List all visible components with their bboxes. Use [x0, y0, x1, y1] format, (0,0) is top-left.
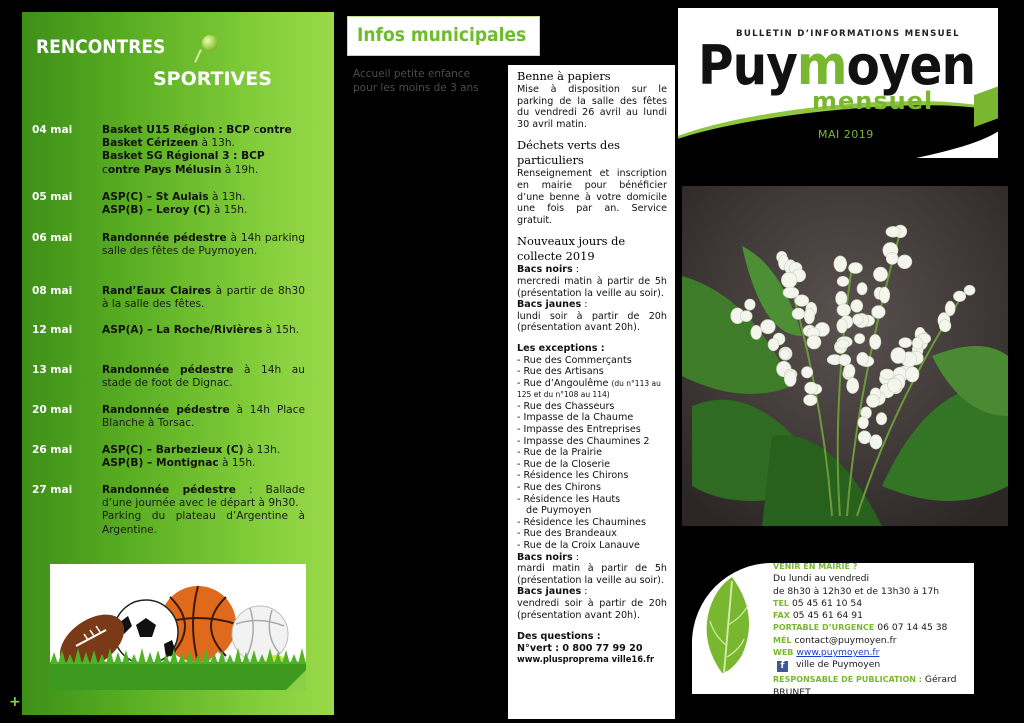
event-text: c [102, 163, 108, 176]
facebook-label[interactable]: ville de Puymoyen [796, 659, 881, 671]
exception-item [517, 494, 667, 506]
accueil-line1: Accueil petite enfance [353, 68, 471, 80]
exception-item [517, 401, 667, 413]
fax-label: FAX [773, 611, 790, 621]
exception-item [517, 528, 667, 540]
bacs-noirs2-text: mardi matin à partir de 5h (présentation la veille au soir). [517, 563, 667, 586]
exception-street: - Rue de la Closerie [517, 458, 611, 470]
flower-bell [804, 308, 814, 324]
exception-street: - Rue d’Angoulême [517, 377, 609, 389]
flower-bell [867, 394, 880, 407]
flower-bell [899, 338, 912, 348]
fax-value: 05 45 61 64 91 [792, 610, 863, 622]
lily-of-the-valley-photo [682, 186, 1008, 526]
event-date: 12 mai [32, 324, 73, 336]
exception-item [517, 482, 667, 494]
event-bold-text: Randonnée pédestre [102, 404, 230, 416]
event-date: 08 mai [32, 285, 73, 297]
event-text: : Ballade d’une journée avec le départ à 9h30. [102, 484, 306, 510]
flower-bell [805, 382, 818, 394]
exception-street: - Rue des Brandeaux [517, 528, 617, 540]
tel-label: TEL [773, 598, 790, 608]
event-bold-text: ASP(B) – Leroy (C) [102, 204, 211, 217]
infos-column: Benne à papiers Mise à disposition sur le parking de la salle des fêtes du vendredi 26 avril au lundi 30 avril matin. Déchets verts des particuliers Renseignement et inscription en mairie pour bénéficier d’une benne à votre domicile une fois par an. Service gratuit. Nouveaux jours de collecte 2019 Bacs noirs : mercredi matin à partir de 5h (présentation la veille au soir). Bacs jaunes : lundi soir à partir de 20h (présentation avant 20h). Les exceptions : - Rue des Commerçants - Rue des Artisans - Rue d’Angoulême (du n°113 au 125 et du n°108 au 114) - Rue des Chasseurs - Impasse de la Chaume - Impasse des Entreprises - Impasse des Chaumines 2 - Rue de la Prairie - Rue de la Closerie - Résidence les Chirons - Rue des Chirons - Résidence les Hauts de Puymoyen - Résidence les Chaumines - Rue des Brandeaux - Rue de la Croix Lanauve Bacs noirs : mardi matin à partir de 5h (présentation la veille au soir). Bacs jaunes : vendredi soir à partir de 20h (présentation avant 20h). Des questions : N°vert : 0 800 77 99 20 www.plusproprema ville16.fr [508, 65, 675, 719]
event-text: à 15h. [262, 324, 300, 336]
event-details [102, 484, 305, 537]
bacs-noirs-label: Bacs noirs [517, 264, 573, 276]
event-line [102, 285, 305, 311]
leaf-logo-icon [702, 575, 760, 675]
event-line [102, 191, 305, 204]
web-label: WEB [773, 648, 794, 658]
mel-label: MÉL [773, 635, 792, 645]
accueil-line2: pour les moins de 3 ans [353, 82, 479, 94]
flower-bell [836, 291, 847, 305]
bacs-jaunes2-text: vendredi soir à partir de 20h (présentation avant 20h). [517, 597, 667, 621]
exception-item [517, 424, 667, 436]
event-line [102, 364, 305, 390]
flower-bell [853, 314, 864, 325]
flower-bell [849, 263, 863, 274]
event-bold-text: Basket Cérizeen [102, 137, 199, 150]
event-line [102, 444, 305, 457]
flower-bell [847, 378, 859, 394]
urgence-value: 06 07 14 45 38 [877, 622, 948, 634]
event-date: 06 mai [32, 232, 73, 244]
event-details [102, 285, 305, 311]
flower-bell [870, 334, 881, 349]
flower-bell [912, 337, 923, 349]
event-bold-text: ASP(A) – La Roche/Rivières [102, 324, 263, 336]
mairie-title: VENIR EN MAIRIE ? [773, 563, 858, 571]
flower-bell [898, 255, 912, 269]
masthead-mensuel: mensuel [812, 87, 934, 115]
exception-item [517, 355, 667, 367]
bacs-jaunes2-label: Bacs jaunes [517, 586, 582, 598]
exception-item [517, 540, 667, 552]
mel-value[interactable]: contact@puymoyen.fr [794, 634, 897, 646]
exception-item [517, 378, 667, 401]
event-bold-text: Randonnée pédestre [102, 484, 236, 496]
exception-item [517, 517, 667, 529]
sports-balls-image [50, 564, 306, 690]
exception-street: - Rue des Artisans [517, 366, 604, 378]
event-date: 27 mai [32, 484, 73, 496]
flower-bell [876, 413, 887, 425]
flower-bell [837, 339, 849, 349]
exceptions-list [517, 355, 667, 552]
event-text: à 14h au stade de foot de Dignac. [102, 364, 305, 390]
flower-bell [858, 416, 869, 428]
exception-item [517, 447, 667, 459]
flower-bell [837, 304, 851, 316]
exception-street: - Résidence les Chirons [517, 470, 629, 482]
resp-name: Gérard BRUNET [773, 674, 957, 694]
event-bold-text: ontre [259, 124, 292, 136]
urgence-label: PORTABLE D’URGENCE [773, 623, 875, 633]
exception-street: - Impasse des Chaumines 2 [517, 435, 650, 447]
pin-stem [194, 49, 202, 63]
event-bold-text: ontre [107, 163, 144, 176]
collecte-title: Nouveaux jours de collecte 2019 [517, 234, 626, 264]
event-line [102, 324, 305, 337]
exception-street: - Impasse des Entreprises [517, 424, 641, 436]
event-text: à 14h Place Blanche à Torsac. [102, 404, 305, 430]
event-line [102, 164, 305, 177]
flower-bell [906, 367, 919, 382]
event-line [102, 137, 305, 150]
logo-part-m: m [796, 34, 847, 97]
angouleme-note: (du n°113 au 125 et du n°108 au 114) [517, 378, 661, 400]
flower-bell [745, 299, 756, 310]
event-line [102, 457, 305, 470]
event-line [102, 510, 305, 536]
event-bold-text: Pays Mélusin [143, 163, 222, 176]
bulletin-subtitle: BULLETIN D’INFORMATIONS MENSUEL [736, 29, 960, 39]
event-details [102, 324, 305, 337]
flower-bell [888, 378, 902, 392]
event-details [102, 364, 305, 390]
masthead [678, 8, 998, 158]
dechets-title: Déchets verts des particuliers [517, 138, 620, 168]
event-line [102, 404, 305, 430]
plus-sign: + [9, 694, 21, 710]
event-bold-text: Basket U15 Région : BCP [102, 124, 254, 136]
event-text: à 13h. [243, 444, 281, 456]
flower-bell [781, 272, 797, 288]
exception-street: - Rue de la Prairie [517, 447, 603, 459]
exception-item [517, 366, 667, 378]
exception-street: de Puymoyen [526, 505, 592, 517]
event-line [102, 150, 305, 163]
flower-bell [886, 252, 898, 264]
sports-title-line1: RENCONTRES [36, 36, 166, 58]
exception-street: - Impasse de la Chaume [517, 412, 634, 424]
flower-bell [761, 320, 776, 334]
event-text: à 13h. [198, 137, 235, 150]
bacs-jaunes-text: lundi soir à partir de 20h (présentation avant 20h). [517, 310, 667, 334]
flower-bell [872, 306, 886, 319]
event-date: 20 mai [32, 404, 73, 416]
flower-bell [801, 367, 812, 378]
web-link[interactable]: www.puymoyen.fr [796, 647, 880, 659]
event-text: à 13h. [208, 191, 246, 203]
flower-bell [873, 267, 887, 281]
flower-bell [807, 335, 821, 349]
flower-bell [837, 319, 847, 333]
event-bold-text: Rand’Eaux Claires [102, 285, 212, 297]
flower-bell [844, 364, 855, 378]
flower-bell [740, 311, 752, 322]
tel-value: 05 45 61 10 54 [791, 597, 863, 609]
flower-bell [751, 325, 762, 339]
event-bold-text: Basket SG Régional 3 : BCP [102, 150, 265, 163]
exception-street: - Rue des Commerçants [517, 354, 632, 366]
mairie-contact-card [692, 563, 974, 694]
flower-bell [886, 226, 900, 237]
questions-label: Des questions : [517, 631, 601, 643]
flower-bell [858, 431, 871, 444]
flower-bell [870, 435, 882, 449]
infos-municipales-title-box [347, 16, 540, 56]
event-date: 13 mai [32, 364, 73, 376]
flower-bell [834, 256, 847, 272]
flower-bell [857, 283, 867, 295]
website-link[interactable]: www.plusproprema ville16.fr [517, 654, 655, 665]
logo-part-puy: Puy [698, 34, 797, 97]
flower-bell [857, 352, 869, 365]
event-text: à partir de 8h30 à la salle des fêtes. [102, 285, 305, 311]
event-text: à 19h. [221, 163, 259, 176]
bacs-jaunes-label: Bacs jaunes [517, 299, 582, 311]
bacs-noirs-text: mercredi matin à partir de 5h (présentation la veille au soir). [517, 275, 667, 299]
exception-item [517, 459, 667, 471]
flower-bell [879, 287, 890, 303]
sports-title-line2: SPORTIVES [153, 68, 272, 90]
event-line [102, 204, 305, 217]
exception-street: - Rue de la Croix Lanauve [517, 540, 640, 551]
exception-item [517, 412, 667, 424]
mairie-days: Du lundi au vendredi [773, 573, 870, 585]
event-text: c [253, 124, 260, 136]
flower-bell [795, 295, 809, 307]
flower-bell [784, 371, 796, 387]
event-line [102, 124, 305, 137]
sports-panel [9, 12, 334, 715]
event-line [102, 484, 305, 510]
event-date: 05 mai [32, 191, 73, 203]
flower-bell [964, 285, 975, 295]
event-details [102, 444, 305, 470]
event-bold-text: ASP(C) – Barbezieux (C) [102, 444, 244, 456]
event-bold-text: Randonnée pédestre [102, 364, 234, 376]
event-text: à 14h parking salle des fêtes de Puymoyen. [102, 232, 305, 258]
event-details [102, 232, 305, 258]
event-text: à 15h. [218, 457, 256, 470]
mairie-hours: de 8h30 à 12h30 et de 13h30 à 17h [773, 585, 940, 597]
event-bold-text: ASP(C) – St Aulais [102, 191, 209, 203]
event-bold-text: ASP(B) – Montignac [102, 457, 219, 470]
event-text: à 15h. [210, 204, 248, 217]
facebook-icon[interactable]: f [777, 661, 788, 672]
resp-label: RESPONSABLE DE PUBLICATION : [773, 675, 922, 685]
benne-title: Benne à papiers [517, 69, 611, 83]
event-line [102, 232, 305, 258]
flower-bell [804, 395, 817, 406]
event-date: 04 mai [32, 124, 73, 136]
exception-street: - Résidence les Hauts [517, 493, 621, 505]
pin-icon [202, 35, 218, 51]
flower-bell [780, 349, 791, 360]
issue-date: MAI 2019 [818, 128, 874, 141]
exception-street: - Rue des Chasseurs [517, 400, 615, 412]
flower-bell [854, 334, 864, 344]
flower-bell [792, 308, 805, 319]
exception-street: - Résidence les Chaumines [517, 516, 646, 528]
exception-item [517, 505, 667, 517]
event-bold-text: Randonnée pédestre [102, 232, 227, 244]
benne-text: Mise à disposition sur le parking de la salle des fêtes du vendredi 26 avril au lundi 30 avril matin. [517, 84, 667, 130]
event-date: 26 mai [32, 444, 73, 456]
event-details [102, 191, 305, 217]
logo-part-oyen: oyen [846, 34, 976, 97]
exceptions-label: Les exceptions : [517, 342, 605, 354]
dechets-text: Renseignement et inscription en mairie pour bénéficier d’une benne à votre domicile une fois par an. Service gratuit. [517, 168, 667, 226]
section-title: Infos municipales [357, 24, 527, 46]
flower-bell [939, 320, 951, 332]
flower-bell [891, 348, 906, 364]
exception-item [517, 470, 667, 482]
exception-street: - Rue des Chirons [517, 482, 601, 494]
flower-bell [851, 300, 863, 313]
flower-bell [837, 276, 849, 286]
numero-vert: N°vert : 0 800 77 99 20 [517, 642, 643, 654]
flower-bell [768, 338, 779, 350]
bacs-noirs2-label: Bacs noirs [517, 551, 573, 563]
exception-item [517, 436, 667, 448]
event-details [102, 124, 305, 177]
event-text: Parking du plateau d’Argentine à Argentine. [102, 510, 305, 536]
event-details [102, 404, 305, 430]
flower-bell [880, 369, 894, 379]
accueil-petite-enfance [353, 67, 503, 95]
flower-bell [953, 291, 965, 302]
